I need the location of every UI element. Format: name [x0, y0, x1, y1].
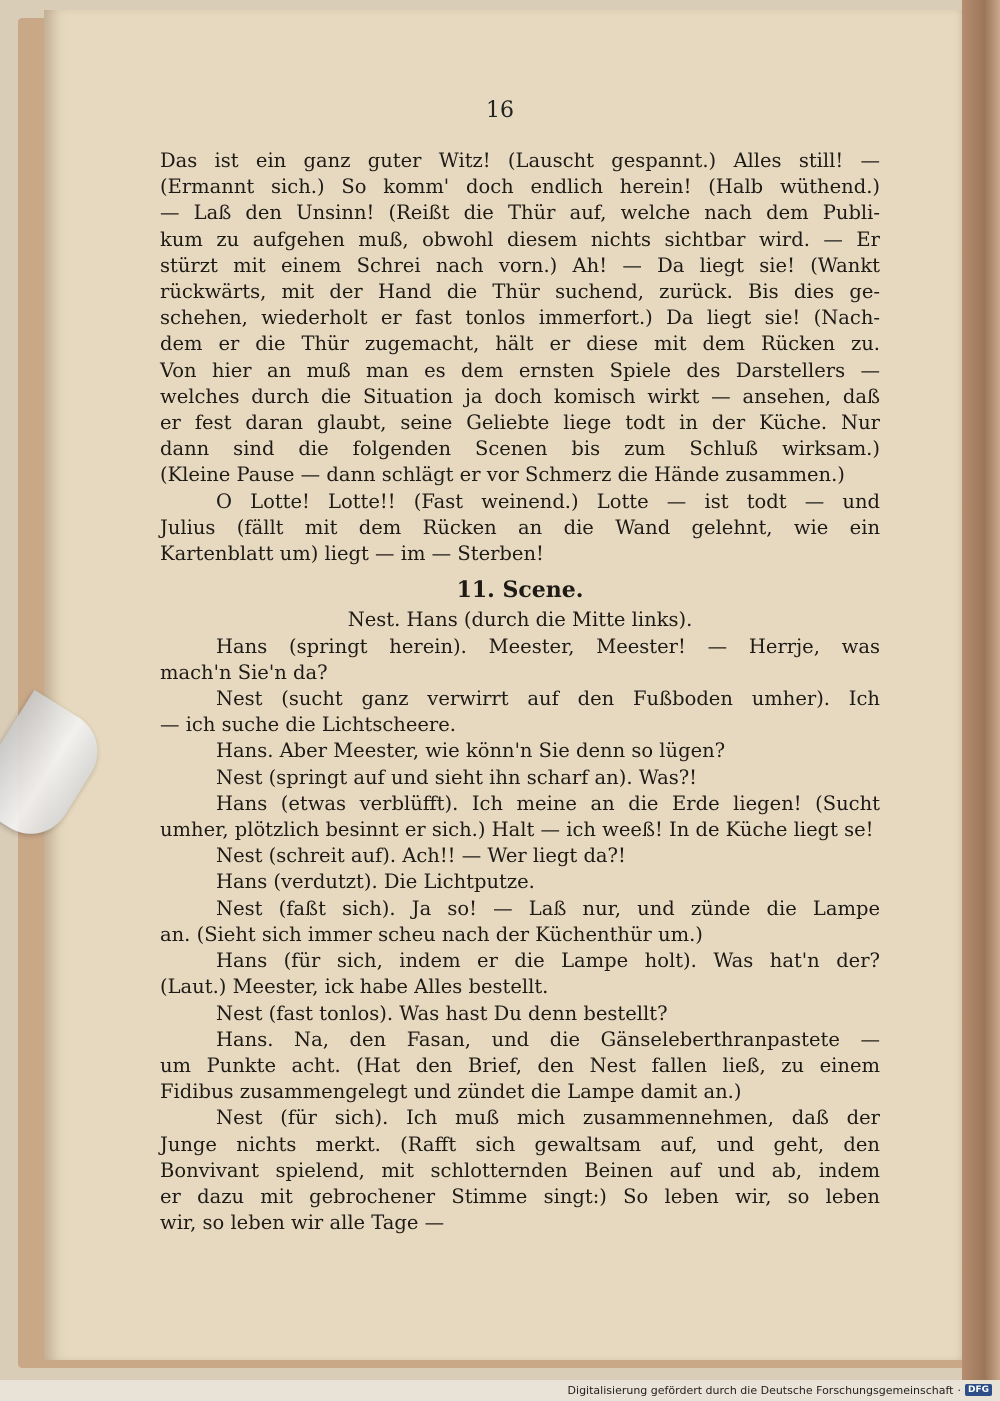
text-line: kum zu aufgehen muß, obwohl diesem nichts sichtbar wird. — Er [160, 227, 880, 251]
text-line: rückwärts, mit der Hand die Thür suchend, zurück. Bis dies ge- [160, 280, 880, 304]
dialogue-entry [160, 843, 880, 869]
text-line: welches durch die Situation ja doch komisch wirkt — ansehen, daß [160, 384, 880, 408]
text-line: (Kleine Pause — dann schlägt er vor Schmerz die Hände zusammen.) [160, 463, 845, 487]
page-text [160, 148, 880, 1236]
text-line: mach'n Sie'n da? [160, 660, 328, 684]
dialogue-entry [160, 869, 880, 895]
dialogue-entry [160, 686, 880, 738]
footer-credit [568, 1381, 992, 1399]
dialogue-entry [160, 791, 880, 843]
text-line: Nest (faßt sich). Ja so! — Laß nur, und zünde die Lampe [216, 896, 880, 920]
text-line: — Laß den Unsinn! (Reißt die Thür auf, welche nach dem Publi- [160, 201, 880, 225]
paragraph-2 [160, 489, 880, 568]
text-line: dann sind die folgenden Scenen bis zum Schluß wirksam.) [160, 437, 880, 461]
scene-heading: 11. Scene. [456, 577, 584, 604]
text-line: Nest (schreit auf). Ach!! — Wer liegt da?! [216, 844, 626, 868]
dialogue-entry [160, 738, 880, 764]
dialogue-entry [160, 634, 880, 686]
dialogue-entry [160, 896, 880, 948]
text-line: Hans (etwas verblüfft). Ich meine an die Erde liegen! (Sucht [216, 791, 880, 815]
text-line: Bonvivant spielend, mit schlotternden Beinen auf und ab, indem [160, 1158, 880, 1182]
text-line: Nest (springt auf und sieht ihn scharf an). Was?! [216, 765, 698, 789]
text-line: er dazu mit gebrochener Stimme singt:) So leben wir, so leben [160, 1184, 880, 1208]
text-line: Fidibus zusammengelegt und zündet die Lampe damit an.) [160, 1080, 742, 1104]
text-line: an. (Sieht sich immer scheu nach der Küchenthür um.) [160, 922, 703, 946]
text-line: umher, plötzlich besinnt er sich.) Halt — ich weeß! In de Küche liegt se! [160, 818, 874, 842]
text-line: stürzt mit einem Schrei nach vorn.) Ah! — Da liegt sie! (Wankt [160, 253, 880, 277]
dialogue [160, 634, 880, 1237]
text-line: Nest (sucht ganz verwirrt auf den Fußboden umher). Ich [216, 687, 880, 711]
dialogue-entry [160, 948, 880, 1000]
text-line: Julius (fällt mit dem Rücken an die Wand gelehnt, wie ein [160, 515, 880, 539]
text-line: Hans. Na, den Fasan, und die Gänseleberthranpastete — [216, 1027, 880, 1051]
text-line: Junge nichts merkt. (Rafft sich gewaltsam auf, und geht, den [160, 1132, 880, 1156]
dialogue-entry [160, 1001, 880, 1027]
dfg-logo-icon: DFG [965, 1384, 992, 1396]
dialogue-entry [160, 765, 880, 791]
text-line: — ich suche die Lichtscheere. [160, 713, 456, 737]
cast-line: Nest. Hans (durch die Mitte links). [347, 608, 693, 632]
footer-dot: · [957, 1383, 961, 1397]
text-line: wir, so leben wir alle Tage — [160, 1211, 445, 1235]
text-line: Kartenblatt um) liegt — im — Sterben! [160, 542, 544, 566]
text-line: Von hier an muß man es dem ernsten Spiele des Darstellers — [160, 358, 880, 382]
text-line: (Ermannt sich.) So komm' doch endlich herein! (Halb wüthend.) [160, 175, 880, 199]
text-line: um Punkte acht. (Hat den Brief, den Nest fallen ließ, zu einem [160, 1053, 880, 1077]
text-line: O Lotte! Lotte!! (Fast weinend.) Lotte — ist todt — und [216, 489, 880, 513]
text-line: er fest daran glaubt, seine Geliebte liege todt in der Küche. Nur [160, 411, 880, 435]
text-line: Nest (für sich). Ich muß mich zusammennehmen, daß der [216, 1106, 880, 1130]
text-line: (Laut.) Meester, ick habe Alles bestellt. [160, 975, 549, 999]
text-line: Hans (springt herein). Meester, Meester! — Herrje, was [216, 634, 880, 658]
dialogue-entry [160, 1027, 880, 1106]
text-line: schehen, wiederholt er fast tonlos immerfort.) Da liegt sie! (Nach- [160, 306, 880, 330]
footer-text: Digitalisierung gefördert durch die Deutsche Forschungsgemeinschaft [567, 1383, 954, 1397]
paragraph-1 [160, 148, 880, 489]
text-line: Hans (verdutzt). Die Lichtputze. [216, 870, 535, 894]
page-number: 16 [486, 98, 514, 123]
book-spine-shadow [962, 0, 1000, 1380]
text-line: Das ist ein ganz guter Witz! (Lauscht gespannt.) Alles still! — [160, 149, 880, 172]
text-line: dem er die Thür zugemacht, hält er diese mit dem Rücken zu. [160, 332, 880, 356]
text-line: Hans. Aber Meester, wie könn'n Sie denn so lügen? [216, 739, 726, 763]
dialogue-entry [160, 1105, 880, 1236]
text-line: Nest (fast tonlos). Was hast Du denn bestellt? [216, 1001, 668, 1025]
text-line: Hans (für sich, indem er die Lampe holt). Was hat'n der? [216, 949, 880, 973]
